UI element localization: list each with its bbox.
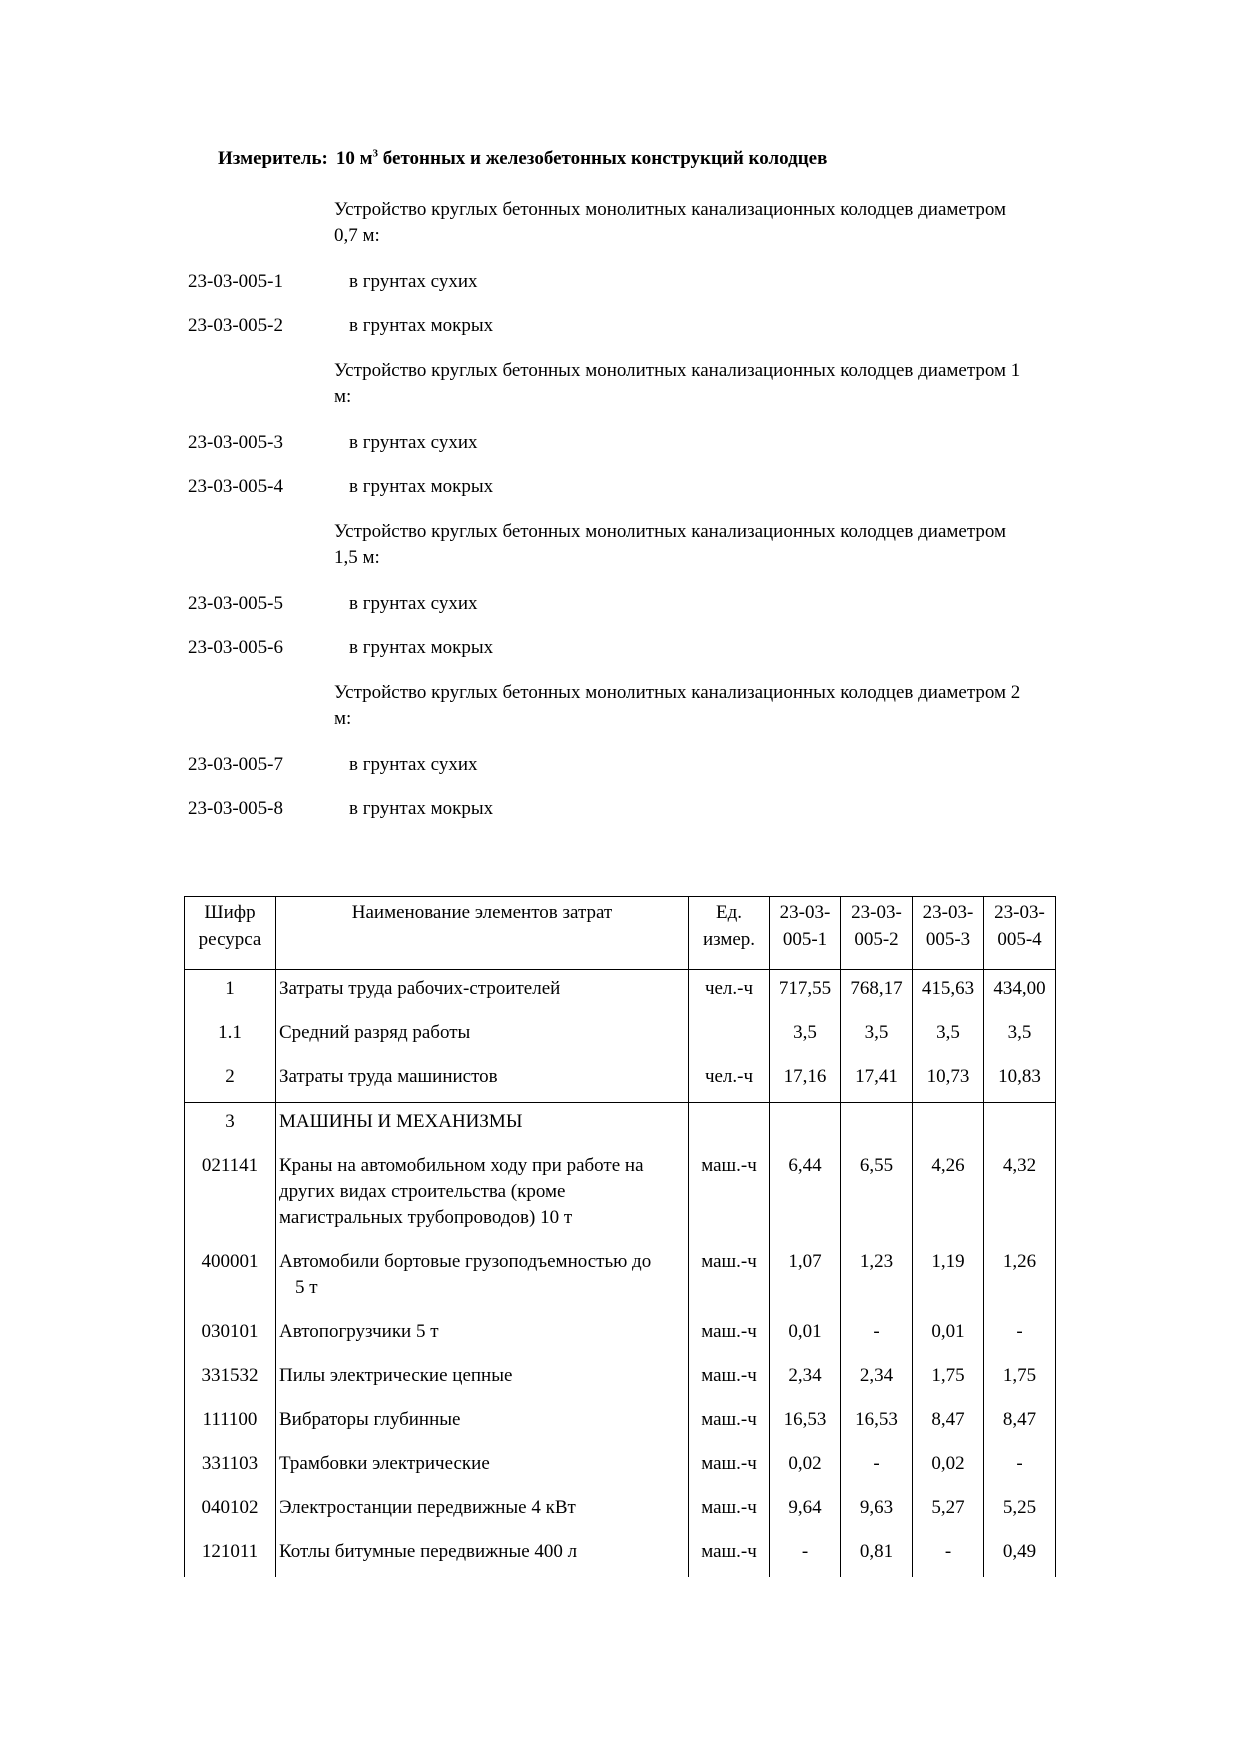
cell-value: 5,25: [984, 1489, 1056, 1533]
cell-name: Автопогрузчики 5 т: [276, 1313, 689, 1357]
header-col-1: 23-03- 005-1: [770, 897, 841, 970]
cell-name: Автомобили бортовые грузоподъемностью до 5 т: [276, 1243, 689, 1313]
cell-value: 3,5: [984, 1014, 1056, 1058]
header-col-2: 23-03- 005-2: [841, 897, 913, 970]
cell-code: 400001: [185, 1243, 276, 1313]
cell-value: -: [770, 1533, 841, 1577]
table-row: [185, 1401, 1056, 1445]
table-row: [185, 1313, 1056, 1357]
cell-unit: маш.-ч: [689, 1533, 770, 1577]
cell-unit: маш.-ч: [689, 1401, 770, 1445]
cell-value: 0,02: [913, 1445, 984, 1489]
cell-value: 3,5: [770, 1014, 841, 1058]
cell-value: -: [841, 1445, 913, 1489]
cell-value: [770, 1103, 841, 1148]
cell-value: 2,34: [770, 1357, 841, 1401]
cell-value: 0,49: [984, 1533, 1056, 1577]
cell-name: Электростанции передвижные 4 кВт: [276, 1489, 689, 1533]
cell-value: 10,83: [984, 1058, 1056, 1103]
cell-value: 0,81: [841, 1533, 913, 1577]
cell-value: 16,53: [770, 1401, 841, 1445]
group-title: Устройство круглых бетонных монолитных канализационных колодцев диаметром 0,7 м:: [334, 199, 1007, 246]
cell-unit: маш.-ч: [689, 1357, 770, 1401]
cell-code: 2: [185, 1058, 276, 1103]
cell-value: 1,26: [984, 1243, 1056, 1313]
cell-code: 331532: [185, 1357, 276, 1401]
cell-value: 6,44: [770, 1147, 841, 1243]
cell-value: 16,53: [841, 1401, 913, 1445]
cell-unit: маш.-ч: [689, 1489, 770, 1533]
table-row: [185, 1533, 1056, 1577]
header-col-3: 23-03- 005-3: [913, 897, 984, 970]
header-unit: Ед. измер.: [689, 897, 770, 970]
cell-name: Затраты труда рабочих-строителей: [276, 970, 689, 1015]
cell-unit: маш.-ч: [689, 1147, 770, 1243]
cell-value: 9,63: [841, 1489, 913, 1533]
table-row: [185, 1243, 1056, 1313]
cell-name: Котлы битумные передвижные 400 л: [276, 1533, 689, 1577]
measure-value: 10 $м^3$ бетонных и железобетонных конструкций колодцев: [335, 147, 828, 169]
cell-unit: маш.-ч: [689, 1445, 770, 1489]
cell-value: 2,34: [841, 1357, 913, 1401]
item-label: в грунтах мокрых: [349, 637, 494, 658]
item-code: 23-03-005-1: [188, 271, 283, 292]
table-row: [185, 970, 1056, 1015]
cell-value: 1,75: [984, 1357, 1056, 1401]
cell-value: -: [984, 1445, 1056, 1489]
cell-value: 0,01: [913, 1313, 984, 1357]
cell-unit: [689, 1103, 770, 1148]
item-label: в грунтах мокрых: [349, 798, 494, 819]
table-row: [185, 1445, 1056, 1489]
table-section-row: [185, 1103, 1056, 1148]
cell-code: 021141: [185, 1147, 276, 1243]
cell-unit: маш.-ч: [689, 1243, 770, 1313]
item-label: в грунтах сухих: [349, 593, 478, 614]
item-code: 23-03-005-5: [188, 593, 283, 614]
cell-value: 8,47: [913, 1401, 984, 1445]
cell-value: 8,47: [984, 1401, 1056, 1445]
group-title: Устройство круглых бетонных монолитных канализационных колодцев диаметром 1 м:: [334, 360, 1021, 407]
cell-name: Пилы электрические цепные: [276, 1357, 689, 1401]
item-label: в грунтах сухих: [349, 432, 478, 453]
cell-value: 717,55: [770, 970, 841, 1015]
cell-name: Средний разряд работы: [276, 1014, 689, 1058]
cell-value: 0,01: [770, 1313, 841, 1357]
cell-unit: чел.-ч: [689, 1058, 770, 1103]
cell-value: 434,00: [984, 970, 1056, 1015]
cell-code: 1: [185, 970, 276, 1015]
cell-value: 3,5: [841, 1014, 913, 1058]
item-label: в грунтах мокрых: [349, 476, 494, 497]
cell-value: -: [841, 1313, 913, 1357]
cell-value: 5,27: [913, 1489, 984, 1533]
table-row: [185, 1489, 1056, 1533]
cell-value: 17,16: [770, 1058, 841, 1103]
cell-value: -: [913, 1533, 984, 1577]
cell-value: 1,75: [913, 1357, 984, 1401]
item-code: 23-03-005-3: [188, 432, 283, 453]
item-code: 23-03-005-4: [188, 476, 283, 497]
cell-value: [841, 1103, 913, 1148]
cell-value: 0,02: [770, 1445, 841, 1489]
item-code: 23-03-005-6: [188, 637, 283, 658]
cell-value: 1,19: [913, 1243, 984, 1313]
item-code: 23-03-005-7: [188, 754, 283, 775]
table-row: [185, 1147, 1056, 1243]
cell-value: 17,41: [841, 1058, 913, 1103]
cell-code: 121011: [185, 1533, 276, 1577]
cell-value: 6,55: [841, 1147, 913, 1243]
cell-value: -: [984, 1313, 1056, 1357]
cell-value: 1,07: [770, 1243, 841, 1313]
item-label: в грунтах сухих: [349, 754, 478, 775]
cell-name: Вибраторы глубинные: [276, 1401, 689, 1445]
item-code: 23-03-005-8: [188, 798, 283, 819]
header-code: Шифр ресурса: [185, 897, 276, 970]
cell-code: 1.1: [185, 1014, 276, 1058]
cell-name: Затраты труда машинистов: [276, 1058, 689, 1103]
item-code: 23-03-005-2: [188, 315, 283, 336]
cell-name: МАШИНЫ И МЕХАНИЗМЫ: [276, 1103, 689, 1148]
cell-value: 10,73: [913, 1058, 984, 1103]
cell-value: [984, 1103, 1056, 1148]
cell-value: 4,26: [913, 1147, 984, 1243]
table-row: [185, 1058, 1056, 1103]
cell-code: 3: [185, 1103, 276, 1148]
cell-code: 331103: [185, 1445, 276, 1489]
cell-name: Краны на автомобильном ходу при работе на других видах строительства (кроме магистральных трубопроводов) 10 т: [276, 1147, 689, 1243]
cell-code: 040102: [185, 1489, 276, 1533]
cell-code: 111100: [185, 1401, 276, 1445]
cell-value: 9,64: [770, 1489, 841, 1533]
cell-value: 415,63: [913, 970, 984, 1015]
table-row: [185, 1014, 1056, 1058]
item-label: в грунтах сухих: [349, 271, 478, 292]
header-name: Наименование элементов затрат: [276, 897, 689, 970]
item-label: в грунтах мокрых: [349, 315, 494, 336]
cell-value: 1,23: [841, 1243, 913, 1313]
cell-unit: маш.-ч: [689, 1313, 770, 1357]
cell-value: 4,32: [984, 1147, 1056, 1243]
group-title: Устройство круглых бетонных монолитных канализационных колодцев диаметром 1,5 м:: [334, 521, 1007, 568]
measure-heading: [218, 148, 827, 170]
cell-value: [913, 1103, 984, 1148]
cell-value: 768,17: [841, 970, 913, 1015]
header-col-4: 23-03- 005-4: [984, 897, 1056, 970]
cell-unit: [689, 1014, 770, 1058]
table-header-row: [185, 897, 1056, 970]
measure-label: Измеритель:: [218, 148, 328, 169]
cell-value: 3,5: [913, 1014, 984, 1058]
cell-unit: чел.-ч: [689, 970, 770, 1015]
cell-code: 030101: [185, 1313, 276, 1357]
group-title: Устройство круглых бетонных монолитных канализационных колодцев диаметром 2 м:: [334, 682, 1021, 729]
table-row: [185, 1357, 1056, 1401]
resource-table: [184, 896, 1056, 1577]
cell-name: Трамбовки электрические: [276, 1445, 689, 1489]
